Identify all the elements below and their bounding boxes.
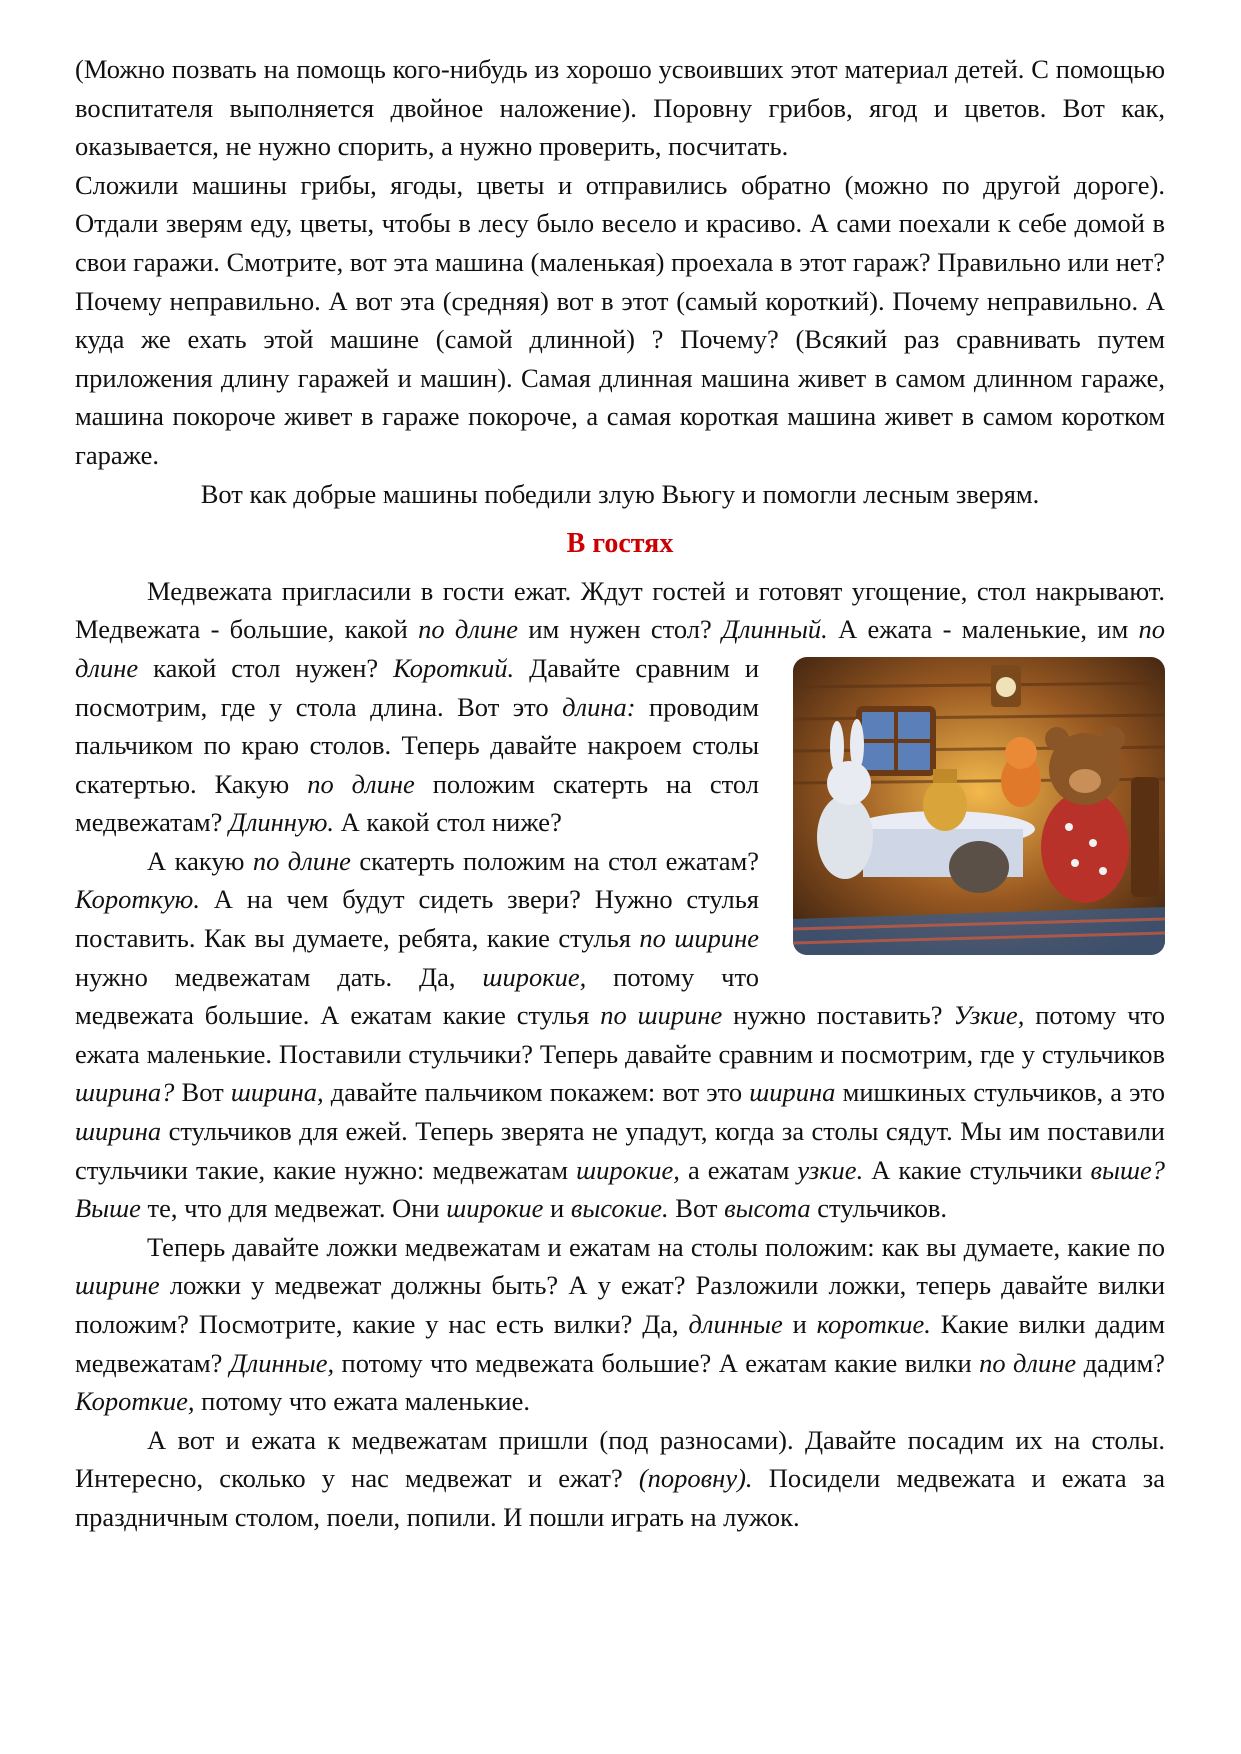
illustration-animals-tea-party (793, 657, 1165, 955)
paragraph: Вот как добрые машины победили злую Вьюгу и помогли лесным зверям. (200, 478, 1040, 509)
paragraph: А вот и ежата к медвежатам пришли (под разносами). Давайте посадим их на столы. Интересно, сколько у нас медвежат и ежат? (поровну). Посидели медвежата и ежата за праздничным столом, поели, попили. И пошли играть на лужок. (75, 1424, 1165, 1532)
document-page (75, 50, 1165, 1537)
paragraph: (Можно позвать на помощь кого-нибудь из хорошо усвоивших этот материал детей. С помощью воспитателя выполняется двойное наложение). Поровну грибов, ягод и цветов. Вот как, оказывается, не нужно спорить, а нужно проверить, посчитать. (75, 54, 1165, 162)
paragraph: Сложили машины грибы, ягоды, цветы и отправились обратно (можно по другой дороге). Отдали зверям еду, цветы, чтобы в лесу было весело и красиво. А сами поехали к себе домой в свои гаражи. Смотрите, вот эта машина (маленькая) проехала в этот гараж? Правильно или нет? Почему неправильно. А вот эта (средняя) вот в этот (самый короткий). Почему неправильно. А куда же ехать этой машине (самой длинной) ? Почему? (Всякий раз сравнивать путем приложения длину гаражей и машин). Самая длинная машина живет в самом длинном гараже, машина покороче живет в гараже покороче, а самая короткая машина живет в самом коротком гараже. (75, 169, 1165, 470)
paragraph: А какую по длине скатерть положим на стол ежатам? Короткую. А на чем будут сидеть звери? Нужно стулья поставить. Как вы думаете, ребята, какие стулья по ширине нужно медвежатам дать. Да, широкие, потому что медвежата большие. А ежатам какие стулья по ширине нужно поставить? Узкие, потому что ежата маленькие. Поставили стульчики? Теперь давайте сравним и посмотрим, где у стульчиков ширина? Вот ширина, давайте пальчиком покажем: вот это ширина мишкиных стульчиков, а это ширина стульчиков для ежей. Теперь зверята не упадут, когда за столы сядут. Мы им поставили стульчики такие, какие нужно: медвежатам широкие, а ежатам узкие. А какие стульчики выше? Выше те, что для медвежат. Они широкие и высокие. Вот высота стульчиков. (75, 845, 1166, 1224)
section-heading: В гостях (566, 528, 674, 560)
paragraph: Теперь давайте ложки медвежатам и ежатам на столы положим: как вы думаете, какие по ширине ложки у медвежат должны быть? А у ежат? Разложили ложки, теперь давайте вилки положим? Посмотрите, какие у нас есть вилки? Да, длинные и короткие. Какие вилки дадим медвежатам? Длинные, потому что медвежата большие? А ежатам какие вилки по длине дадим? Короткие, потому что ежата маленькие. (75, 1231, 1166, 1417)
paragraph: Медвежата пригласили в гости ежат. Ждут гостей и готовят угощение, стол накрывают. Медвежата - большие, какой по длине им нужен стол? Длинный. А ежата - маленькие, им по длине какой стол нужен? Короткий. Давайте сравним и посмотрим, где у стола длина. Вот это длина: проводим пальчиком по краю столов. Теперь давайте накроем столы скатертью. Какую по длине положим скатерть на стол медвежатам? Длинную. А какой стол ниже? (75, 572, 1165, 842)
